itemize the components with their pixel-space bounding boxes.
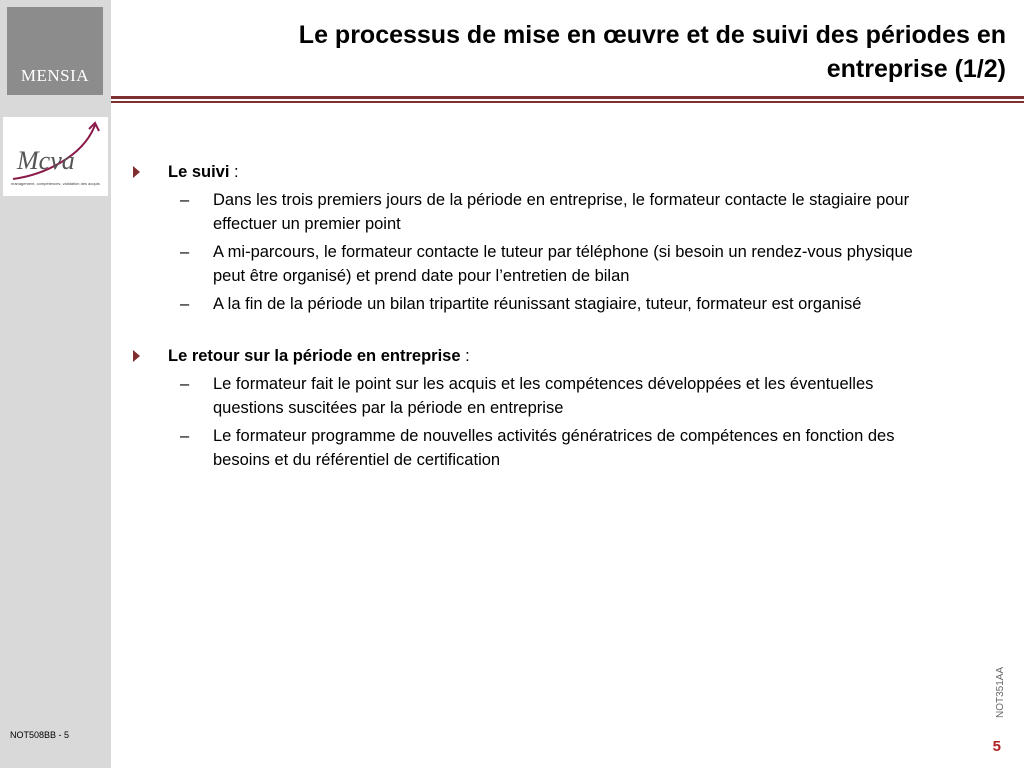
side-document-code: NOT351AA bbox=[995, 666, 1006, 718]
page-number: 5 bbox=[992, 738, 1001, 755]
list-item-text: Le formateur fait le point sur les acquis et les compétences développées et les éventuelles questions suscitées par la période en entreprise bbox=[213, 375, 874, 417]
list-item-text: A la fin de la période un bilan tripartite réunissant stagiaire, tuteur, formateur est organisé bbox=[213, 295, 862, 313]
bullet-arrow-icon bbox=[133, 350, 140, 362]
list-item bbox=[130, 188, 930, 236]
list-item bbox=[130, 292, 930, 316]
section-heading-bold: Le suivi bbox=[168, 163, 230, 181]
sidebar bbox=[0, 0, 111, 768]
dash-bullet: – bbox=[180, 191, 190, 209]
bullet-arrow-icon bbox=[133, 166, 140, 178]
slide-title bbox=[186, 18, 1006, 86]
mcva-logo-graphic bbox=[3, 117, 108, 196]
mcva-logo-letters: Mcva bbox=[17, 146, 75, 175]
dash-bullet: – bbox=[180, 427, 190, 445]
sidebar-footer-code: NOT508BB - 5 bbox=[10, 730, 70, 740]
slide-title-line1: Le processus de mise en œuvre et de suivi des périodes en bbox=[298, 21, 1006, 49]
section-heading bbox=[130, 160, 930, 184]
section-heading-suffix: : bbox=[229, 163, 239, 181]
list-item-text: Le formateur programme de nouvelles activités génératrices de compétences en fonction des besoins et du référentiel de certification bbox=[213, 427, 895, 469]
list-item bbox=[130, 424, 930, 472]
mcva-logo bbox=[3, 117, 108, 196]
header-rule-top bbox=[111, 96, 1024, 99]
header-rule-bottom bbox=[111, 101, 1024, 103]
slide-content bbox=[130, 160, 930, 472]
slide-title-line2: entreprise (1/2) bbox=[826, 55, 1006, 83]
section-heading-suffix: : bbox=[460, 347, 470, 365]
dash-bullet: – bbox=[180, 375, 190, 393]
mensia-logo bbox=[7, 7, 103, 95]
section-heading-bold: Le retour sur la période en entreprise bbox=[168, 347, 461, 365]
list-item bbox=[130, 372, 930, 420]
mensia-logo-text: MENSIA bbox=[20, 66, 90, 85]
dash-bullet: – bbox=[180, 243, 190, 261]
mcva-tagline: management, compétences, validation des acquis bbox=[11, 181, 100, 186]
dash-bullet: – bbox=[180, 295, 190, 313]
list-item bbox=[130, 240, 930, 288]
section-heading bbox=[130, 344, 930, 368]
list-item-text: A mi-parcours, le formateur contacte le tuteur par téléphone (si besoin un rendez-vous physique peut être organisé) et prend date pour l’entretien de bilan bbox=[213, 243, 913, 285]
list-item-text: Dans les trois premiers jours de la période en entreprise, le formateur contacte le stagiaire pour effectuer un premier point bbox=[213, 191, 910, 233]
